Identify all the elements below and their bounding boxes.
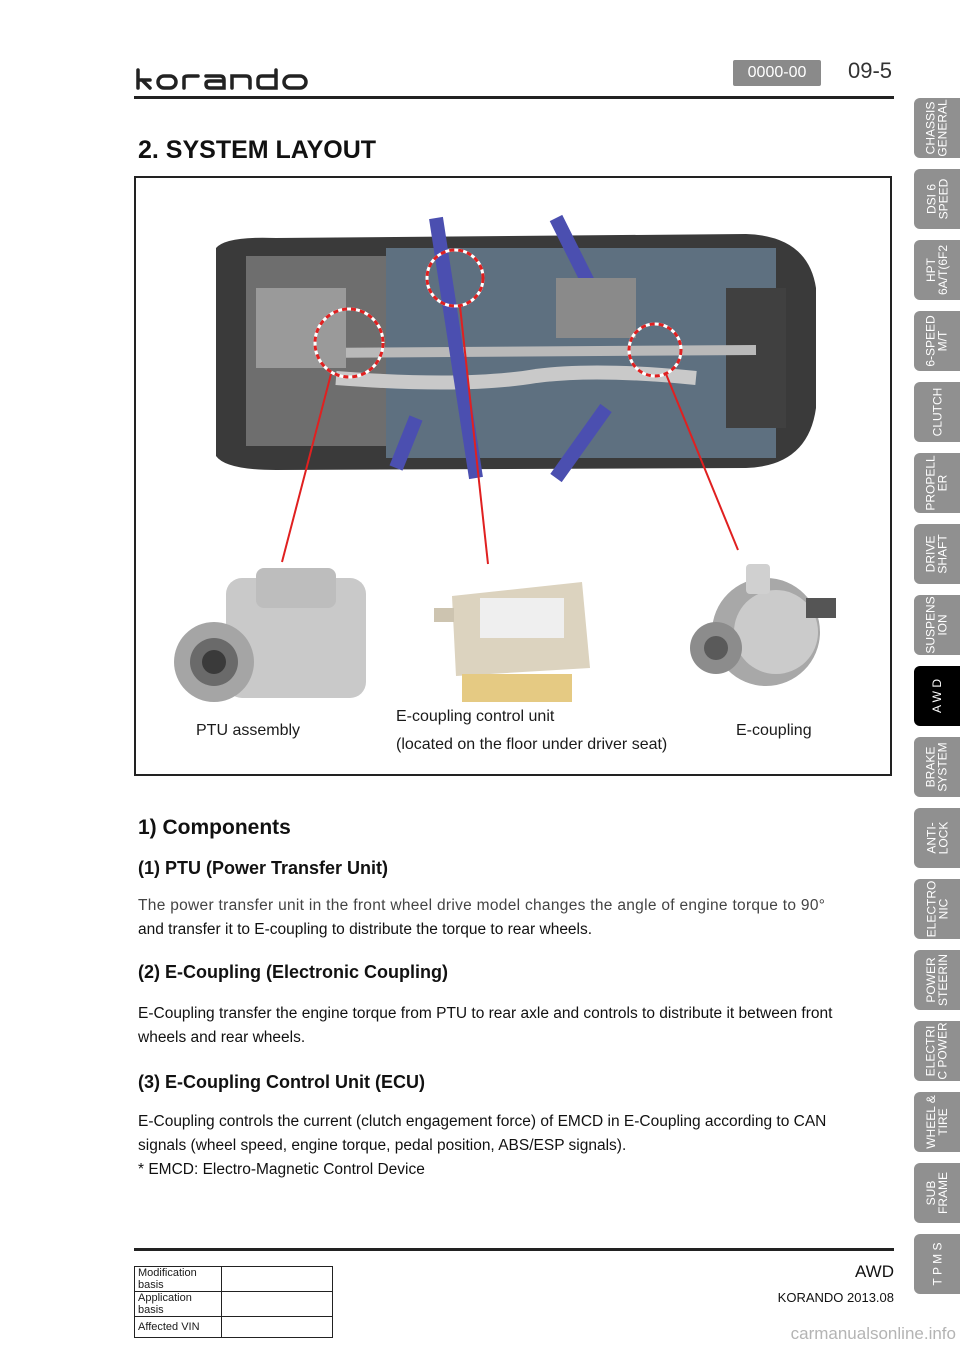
chapter-tab[interactable]	[914, 666, 960, 726]
chapter-tab-label: T P M S	[930, 1242, 944, 1286]
chapter-tab-label: DRIVE SHAFT	[924, 534, 950, 574]
chapter-tab[interactable]	[914, 595, 960, 655]
chapter-tab[interactable]	[914, 808, 960, 868]
table-row	[135, 1317, 333, 1338]
chapter-tab[interactable]	[914, 169, 960, 229]
ptu-description-line2: and transfer it to E-coupling to distribute the torque to rear wheels.	[138, 921, 593, 938]
chapter-tab[interactable]	[914, 453, 960, 513]
chapter-tab-label: BRAKE SYSTEM	[924, 742, 950, 792]
chapter-tab[interactable]	[914, 1092, 960, 1152]
chapter-tab-label: ELECTRI C POWER	[924, 1022, 950, 1080]
emcd-note: * EMCD: Electro-Magnetic Control Device	[138, 1161, 425, 1178]
ptu-assembly-caption: PTU assembly	[196, 722, 301, 739]
ptu-description-line1: The power transfer unit in the front wheel drive model changes the angle of engine torque to 90°	[138, 897, 826, 914]
chapter-tab[interactable]	[914, 1163, 960, 1223]
components-heading: 1) Components	[138, 816, 291, 839]
chapter-tab[interactable]	[914, 737, 960, 797]
application-basis-label: Application basis	[135, 1292, 222, 1317]
chapter-tab[interactable]	[914, 1234, 960, 1294]
affected-vin-value	[222, 1317, 333, 1338]
ecu-caption-line1: E-coupling control unit	[396, 708, 555, 725]
application-basis-value	[222, 1292, 333, 1317]
section-code-badge: 0000-00	[733, 60, 821, 86]
e-coupling-image	[690, 564, 836, 686]
footer-rule	[134, 1248, 894, 1251]
revision-table	[134, 1266, 333, 1338]
chapter-tab[interactable]	[914, 950, 960, 1010]
ecoupling-description: E-Coupling transfer the engine torque from PTU to rear axle and controls to distribute it between front wheels and rear wheels.	[138, 1005, 833, 1046]
modification-basis-value	[222, 1267, 333, 1292]
affected-vin-label: Affected VIN	[135, 1317, 222, 1338]
chapter-tab-label: CHASSIS GENERAL	[924, 99, 951, 157]
chapter-tab-label: DSI 6 SPEED	[924, 178, 950, 220]
e-coupling-caption: E-coupling	[736, 722, 812, 739]
ecoupling-heading: (2) E-Coupling (Electronic Coupling)	[138, 962, 448, 982]
korando-logo	[134, 66, 316, 92]
chapter-tab-label: SUB FRAME	[924, 1172, 950, 1214]
table-row	[135, 1267, 333, 1292]
chapter-tab[interactable]	[914, 879, 960, 939]
chapter-tab-label: WHEEL & TIRE	[924, 1095, 951, 1149]
vehicle-underbody-image	[176, 178, 816, 508]
watermark-text: carmanualsonline.info	[790, 1324, 956, 1343]
ptu-assembly-image	[174, 568, 366, 702]
chapter-tab[interactable]	[914, 311, 960, 371]
chapter-tab-label: POWER STEERIN	[924, 953, 951, 1007]
chapter-tab[interactable]	[914, 240, 960, 300]
chapter-tab-label: PROPELL ER	[924, 455, 951, 511]
footer-section-name: AWD	[854, 1262, 894, 1281]
ecu-description: E-Coupling controls the current (clutch engagement force) of EMCD in E-Coupling according to CAN signals (wheel speed, engine torque, pedal position, ABS/ESP signals).	[138, 1113, 827, 1154]
section-title: 2. SYSTEM LAYOUT	[138, 136, 377, 164]
chapter-tab[interactable]	[914, 1021, 960, 1081]
e-coupling-control-unit-image	[434, 582, 590, 702]
chapter-tab-label: A W D	[929, 678, 944, 714]
chapter-tab-label: ELECTRO NIC	[924, 880, 950, 938]
table-row	[135, 1292, 333, 1317]
ecu-heading: (3) E-Coupling Control Unit (ECU)	[138, 1072, 425, 1092]
chapter-tab-label: HPT 6A/T(6F2	[924, 244, 951, 296]
ecu-caption-line2: (located on the floor under driver seat)	[396, 736, 668, 753]
ptu-heading: (1) PTU (Power Transfer Unit)	[138, 858, 389, 878]
page-number: 09-5	[848, 58, 893, 83]
footer-model-date: KORANDO 2013.08	[777, 1290, 894, 1305]
chapter-tab[interactable]	[914, 382, 960, 442]
chapter-tab-label: ANTI- LOCK	[924, 821, 950, 855]
header-rule	[134, 96, 894, 99]
modification-basis-label: Modification basis	[135, 1267, 222, 1292]
system-layout-figure	[134, 176, 892, 776]
chapter-tab-label: SUSPENS ION	[924, 596, 951, 654]
chapter-tab[interactable]	[914, 524, 960, 584]
chapter-tab[interactable]	[914, 98, 960, 158]
chapter-tab-label: 6-SPEED M/T	[924, 315, 951, 367]
figure-illustration	[136, 178, 890, 774]
chapter-tab-label: CLUTCH	[930, 387, 945, 437]
